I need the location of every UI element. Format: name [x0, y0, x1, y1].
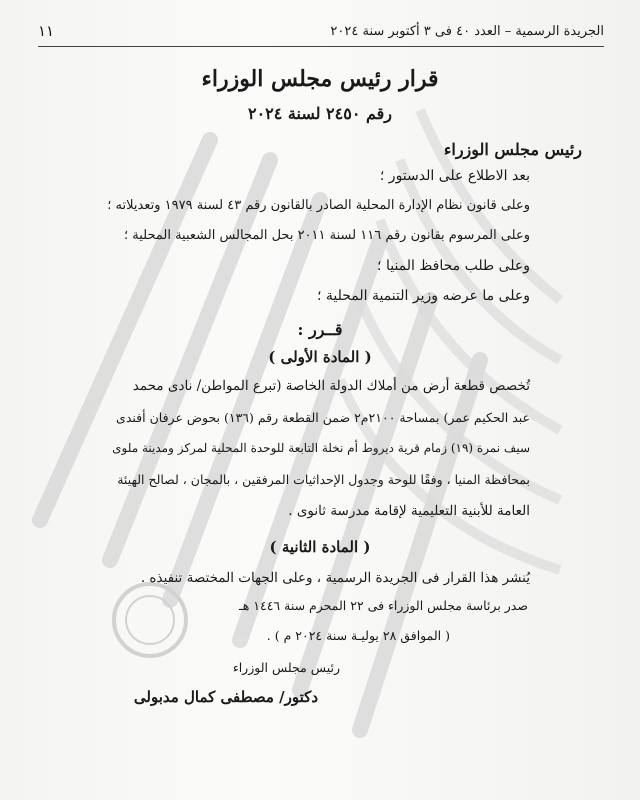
article-1-line-3: سيف نمرة (١٩) زمام قرية ديروط أم نخلة التابعة للوحدة المحلية لمركز ومدينة ملوى: [112, 441, 530, 455]
decree-number: رقم ٢٤٥٠ لسنة ٢٠٢٤: [247, 104, 393, 123]
page-number: ١١: [38, 22, 55, 40]
article-1-line-1: تُخصص قطعة أرض من أملاك الدولة الخاصة (تبرع المواطن/ نادى محمد: [132, 378, 530, 394]
preamble-line-5: وعلى ما عرضه وزير التنمية المحلية ؛: [316, 288, 530, 304]
page-header: [38, 22, 604, 47]
preamble-line-3: وعلى المرسوم بقانون رقم ١١٦ لسنة ٢٠١١ بحل المجالس الشعبية المحلية ؛: [124, 228, 530, 243]
issued-at: صدر برئاسة مجلس الوزراء فى ٢٢ المحرم سنة ١٤٤٦ هـ: [239, 598, 528, 613]
decree-title: قرار رئيس مجلس الوزراء: [201, 66, 439, 92]
article-1-line-4: بمحافظة المنيا ، وفقًا للوحة وجدول الإحداثيات المرفقين ، بالمجان ، لصالح الهيئة: [117, 472, 530, 487]
article-1-line-5: العامة للأبنية التعليمية لإقامة مدرسة ثانوى .: [288, 503, 530, 519]
signatory-title: رئيس مجلس الوزراء: [232, 660, 340, 675]
article-1-line-2: عبد الحكيم عمر) بمساحة ٢١٠٠م٢ ضمن القطعة رقم (١٣٦) بحوض عرفان أفندى: [116, 410, 530, 425]
article-1-title: ( المادة الأولى ): [268, 348, 372, 366]
article-2-text: يُنشر هذا القرار فى الجريدة الرسمية ، وعلى الجهات المختصة تنفيذه .: [140, 570, 530, 586]
issuer-heading: رئيس مجلس الوزراء: [443, 140, 582, 159]
corresponding-date: ( الموافق ٢٨ يوليـة سنة ٢٠٢٤ م ) .: [266, 628, 450, 643]
article-2-title: ( المادة الثانية ): [269, 538, 371, 556]
decided-heading: قــرر :: [297, 320, 343, 339]
preamble-line-2: وعلى قانون نظام الإدارة المحلية الصادر بالقانون رقم ٤٣ لسنة ١٩٧٩ وتعديلاته ؛: [107, 198, 530, 213]
signatory-name: دكتور/ مصطفى كمال مدبولى: [133, 688, 318, 706]
gazette-title: الجريدة الرسمية – العدد ٤٠ فى ٣ أكتوبر سنة ٢٠٢٤: [330, 24, 604, 39]
preamble-line-1: بعد الاطلاع على الدستور ؛: [379, 168, 530, 184]
preamble-line-4: وعلى طلب محافظ المنيا ؛: [377, 258, 530, 274]
